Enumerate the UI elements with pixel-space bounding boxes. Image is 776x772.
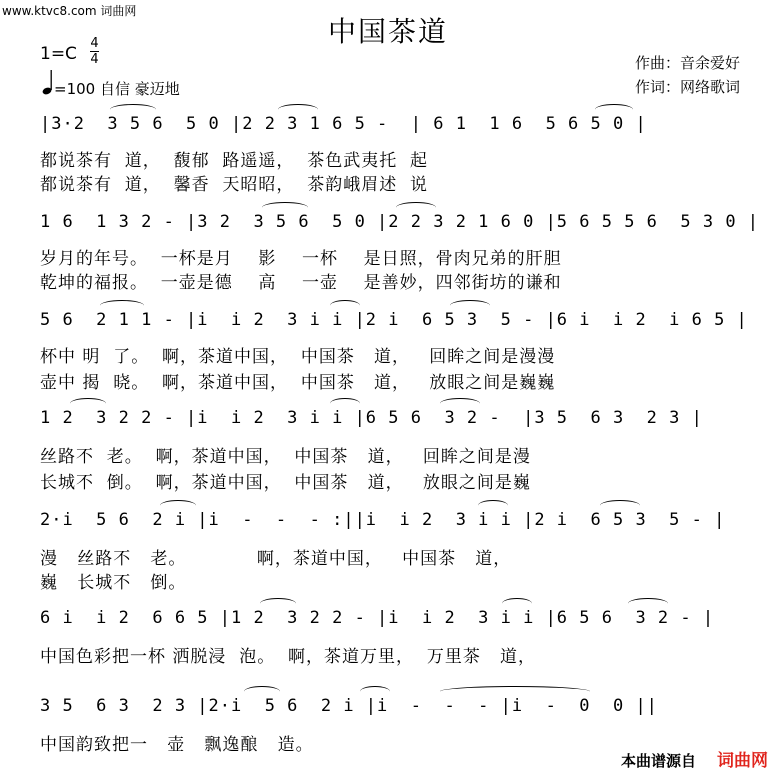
notation-line: 6 i i 2 6 6 5 |1 2 3 2 2 - |i i 2 3 i i |6 5 6 3 2 - |	[40, 608, 715, 628]
music-system-1	[40, 104, 740, 140]
lyric-verse-1: 杯中 明 了。 啊，茶道中国， 中国茶 道， 回眸之间是漫漫	[40, 347, 556, 367]
lyric-verse-1: 岁月的年号。 一杯是月 影 一杯 是日照，骨肉兄弟的肝胆	[40, 249, 562, 269]
notation-line: 1 2 3 2 2 - |i i 2 3 i i |6 5 6 3 2 - |3 5 6 3 2 3 |	[40, 408, 703, 428]
notation-line: |3·2 3 5 6 5 0 |2 2 3 1 6 5 - | 6 1 1 6 5 6 5 0 |	[40, 114, 647, 134]
key-signature: 1=C	[40, 44, 77, 64]
music-system-4	[40, 398, 740, 434]
website-watermark: www.ktvc8.com 词曲网	[2, 4, 137, 18]
music-system-5	[40, 500, 740, 536]
composer-credit: 作曲：音余爱好	[634, 54, 740, 72]
lyric-verse-1: 漫 丝路不 老。 啊，茶道中国， 中国茶 道，	[40, 549, 512, 569]
lyric-verse-1: 中国韵致把一 壶 飘逸酿 造。	[40, 735, 314, 755]
music-system-2	[40, 202, 760, 238]
lyric-verse-1: 中国色彩把一杯 洒脱浸 泡。 啊，茶道万里， 万里茶 道，	[40, 647, 537, 667]
quarter-note-icon	[42, 66, 54, 96]
lyric-verse-2: 巍 长城不 倒。	[40, 573, 187, 593]
time-signature	[90, 36, 99, 67]
notation-line: 1 6 1 3 2 - |3 2 3 5 6 5 0 |2 2 3 2 1 6 0 |5 6 5 5 6 5 3 0 |	[40, 212, 760, 232]
music-system-6	[40, 598, 740, 634]
lyric-verse-2: 都说茶有 道， 馨香 天昭昭， 茶韵峨眉述 说	[40, 175, 429, 195]
time-signature-bottom: 4	[90, 52, 99, 67]
notation-line: 3 5 6 3 2 3 |2·i 5 6 2 i |i - - - |i - 0 0 ||	[40, 696, 658, 716]
notation-line: 5 6 2 1 1 - |i i 2 3 i i |2 i 6 5 3 5 - |6 i i 2 i 6 5 |	[40, 310, 748, 330]
lyricist-credit: 作词：网络歌词	[634, 78, 740, 96]
music-system-3	[40, 300, 748, 336]
music-system-7	[40, 686, 740, 722]
lyric-verse-2: 长城不 倒。 啊，茶道中国， 中国茶 道， 放眼之间是巍	[40, 473, 531, 493]
lyric-verse-1: 都说茶有 道， 馥郁 路遥遥， 茶色武夷托 起	[40, 151, 429, 171]
lyric-verse-2: 乾坤的福报。 一壶是德 高 一壶 是善妙，四邻街坊的谦和	[40, 273, 562, 293]
lyric-verse-1: 丝路不 老。 啊，茶道中国， 中国茶 道， 回眸之间是漫	[40, 447, 531, 467]
time-signature-top: 4	[90, 36, 99, 51]
song-title: 中国茶道	[327, 15, 448, 48]
source-label: 本曲谱源自	[620, 752, 696, 770]
site-logo: 词曲网	[717, 751, 768, 771]
notation-line: 2·i 5 6 2 i |i - - - :||i i 2 3 i i |2 i 6 5 3 5 - |	[40, 510, 726, 530]
lyric-verse-2: 壶中 揭 晓。 啊，茶道中国， 中国茶 道， 放眼之间是巍巍	[40, 373, 556, 393]
tempo-marking: =100 自信 豪迈地	[54, 80, 180, 98]
